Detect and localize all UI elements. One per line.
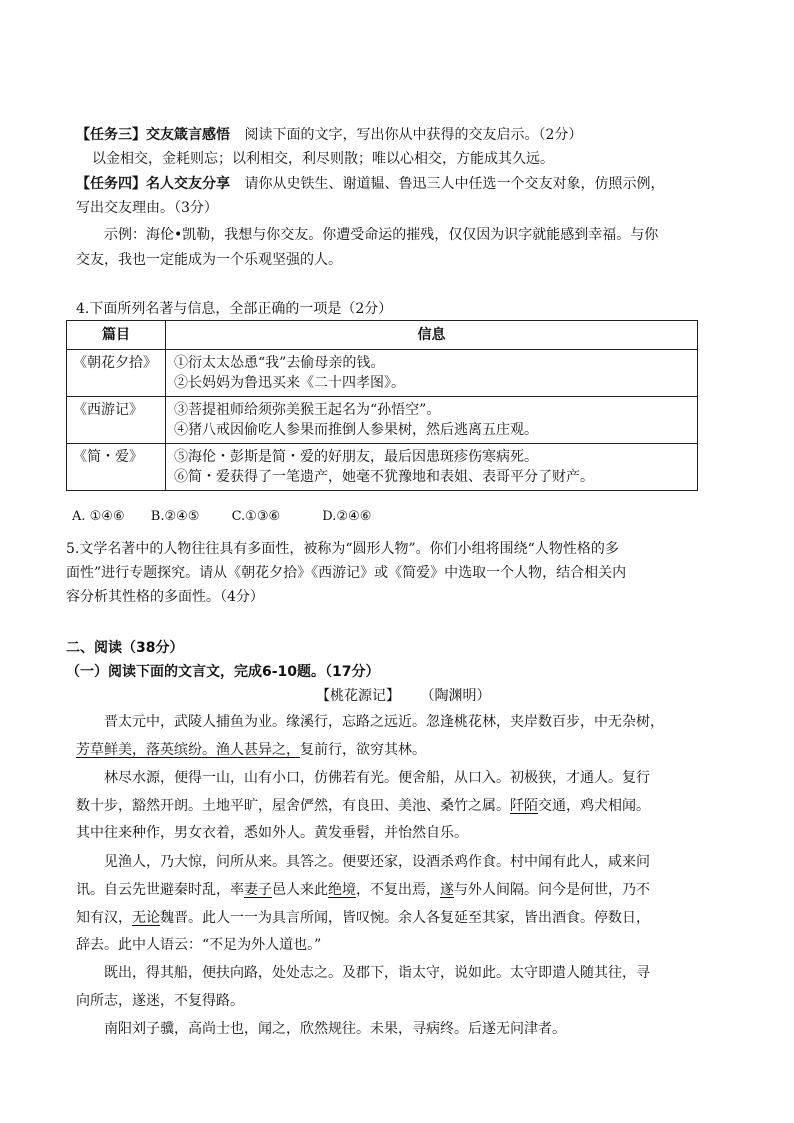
task3-tag: 【任务三】交友箴言感悟	[76, 127, 230, 143]
table-header-row	[67, 321, 698, 350]
info-item: ②长妈妈为鲁迅买来《二十四孝图》。	[174, 375, 405, 391]
plain-text: 交通，鸡犬相闻。	[538, 798, 650, 814]
info-item: ④猪八戒因偷吃人参果而推倒人参果树，然后逃离五庄观。	[174, 422, 538, 438]
info-item: ①衍太太怂恿“我”去偷母亲的钱。	[174, 355, 385, 371]
table-header-work: 篇目	[67, 321, 166, 350]
task4-prompt-cont: 写出交友理由。（3分）	[76, 200, 218, 216]
passage-p3-d: 辞去。此中人语云：“不足为外人道也。”	[76, 937, 322, 953]
table-cell-info	[166, 350, 698, 397]
q5-line-1: 5.文学名著中的人物往往具有多面性，被称为“圆形人物”。你们小组将围绕“人物性格的多	[66, 541, 619, 557]
underlined-word: 绝境	[328, 882, 356, 898]
underlined-word: 无论	[132, 910, 160, 926]
passage-author: （陶渊明）	[420, 688, 491, 704]
info-item: ⑥简・爱获得了一笔遗产，她毫不犹豫地和表姐、表哥平分了财产。	[174, 469, 594, 485]
option-a: A. ①④⑥	[72, 509, 125, 524]
passage-p4-b: 向所志，遂迷，不复得路。	[76, 993, 244, 1009]
passage-p2-b	[76, 797, 650, 815]
task4-line	[76, 175, 664, 193]
task4-tag: 【任务四】名人交友分享	[76, 176, 230, 192]
info-item: ⑤海伦・彭斯是简・爱的好朋友，最后因患斑疹伤寒病死。	[174, 449, 538, 465]
table-header-info: 信息	[166, 321, 698, 350]
section2-sub: （一）阅读下面的文言文，完成6-10题。（17分）	[66, 664, 380, 680]
option-b: B.②④⑤	[150, 509, 200, 524]
option-d: D.②④⑥	[322, 509, 372, 524]
table-cell-info	[166, 397, 698, 444]
passage-p1-b	[76, 741, 426, 759]
plain-text: 数十步，豁然开朗。土地平旷，屋舍俨然，有良田、美池、桑竹之属。	[76, 798, 510, 814]
underlined-phrase: 芳草鲜美，落英缤纷。	[76, 742, 216, 758]
passage-title: 【桃花源记】	[316, 688, 400, 704]
task3-line	[76, 126, 582, 144]
table-cell-info	[166, 444, 698, 491]
underlined-phrase: 渔人甚异之，	[216, 742, 300, 758]
q4-table	[66, 320, 698, 491]
task4-example-2: 交友，我也一定能成为一个乐观坚强的人。	[76, 252, 342, 268]
passage-p3-a: 见渔人，乃大惊，问所从来。具答之。便要还家，设酒杀鸡作食。村中闻有此人，咸来问	[104, 854, 650, 870]
table-row	[67, 444, 698, 491]
plain-text: ，不复出焉，	[356, 882, 440, 898]
plain-text: 讯。自云先世避秦时乱，率	[76, 882, 244, 898]
q4-stem: 4.下面所列名著与信息，全部正确的一项是（2分）	[76, 301, 393, 317]
passage-p3-c	[76, 909, 650, 927]
plain-text: 复前行，欲穷其林。	[300, 742, 426, 758]
table-cell-work: 《朝花夕拾》	[67, 350, 166, 397]
table-row	[67, 397, 698, 444]
passage-p5: 南阳刘子骥，高尚士也，闻之，欣然规往。未果，寻病终。后遂无问津者。	[104, 1021, 566, 1037]
task3-prompt: 阅读下面的文字，写出你从中获得的交友启示。（2分）	[244, 127, 583, 143]
plain-text: 魏晋。此人一一为具言所闻，皆叹惋。余人各复延至其家，皆出酒食。停数日，	[160, 910, 650, 926]
passage-p1-a: 晋太元中，武陵人捕鱼为业。缘溪行，忘路之远近。忽逢桃花林，夹岸数百步，中无杂树，	[104, 714, 664, 730]
task4-prompt: 请你从史铁生、谢道韫、鲁迅三人中任选一个交友对象，仿照示例，	[244, 176, 665, 192]
passage-p2-a: 林尽水源，便得一山，山有小口，仿佛若有光。便舍船，从口入。初极狭，才通人。复行	[104, 770, 650, 786]
q4-options	[72, 508, 371, 526]
task4-example-1: 示例：海伦•凯勒，我想与你交友。你遭受命运的摧残，仅仅因为识字就能感到幸福。与你	[104, 227, 659, 243]
table-row	[67, 350, 698, 397]
info-item: ③菩提祖师给须弥美猴王起名为“孙悟空”。	[174, 402, 441, 418]
passage-heading	[316, 687, 490, 705]
table-cell-work: 《西游记》	[67, 397, 166, 444]
underlined-word: 遂	[440, 882, 454, 898]
underlined-word: 妻子	[244, 882, 272, 898]
plain-text: 与外人间隔。问今是何世，乃不	[454, 882, 650, 898]
q5-line-3: 容分析其性格的多面性。（4分）	[66, 589, 264, 605]
passage-p2-c: 其中往来种作，男女衣着，悉如外人。黄发垂髫，并怡然自乐。	[76, 825, 468, 841]
plain-text: 知有汉，	[76, 910, 132, 926]
q5-line-2: 面性”进行专题探究。请从《朝花夕拾》《西游记》或《简爱》中选取一个人物，结合相关内	[66, 565, 627, 581]
option-c: C.①③⑥	[231, 509, 281, 524]
section2-title: 二、阅读（38分）	[66, 640, 184, 656]
passage-p3-b	[76, 881, 650, 899]
passage-p4-a: 既出，得其船，便扶向路，处处志之。及郡下，诣太守，说如此。太守即遣人随其往，寻	[104, 965, 650, 981]
table-cell-work: 《简・爱》	[67, 444, 166, 491]
underlined-word: 阡陌	[510, 798, 538, 814]
plain-text: 邑人来此	[272, 882, 328, 898]
task3-quote: 以金相交，金耗则忘；以利相交，利尽则散；唯以心相交，方能成其久远。	[92, 151, 554, 167]
